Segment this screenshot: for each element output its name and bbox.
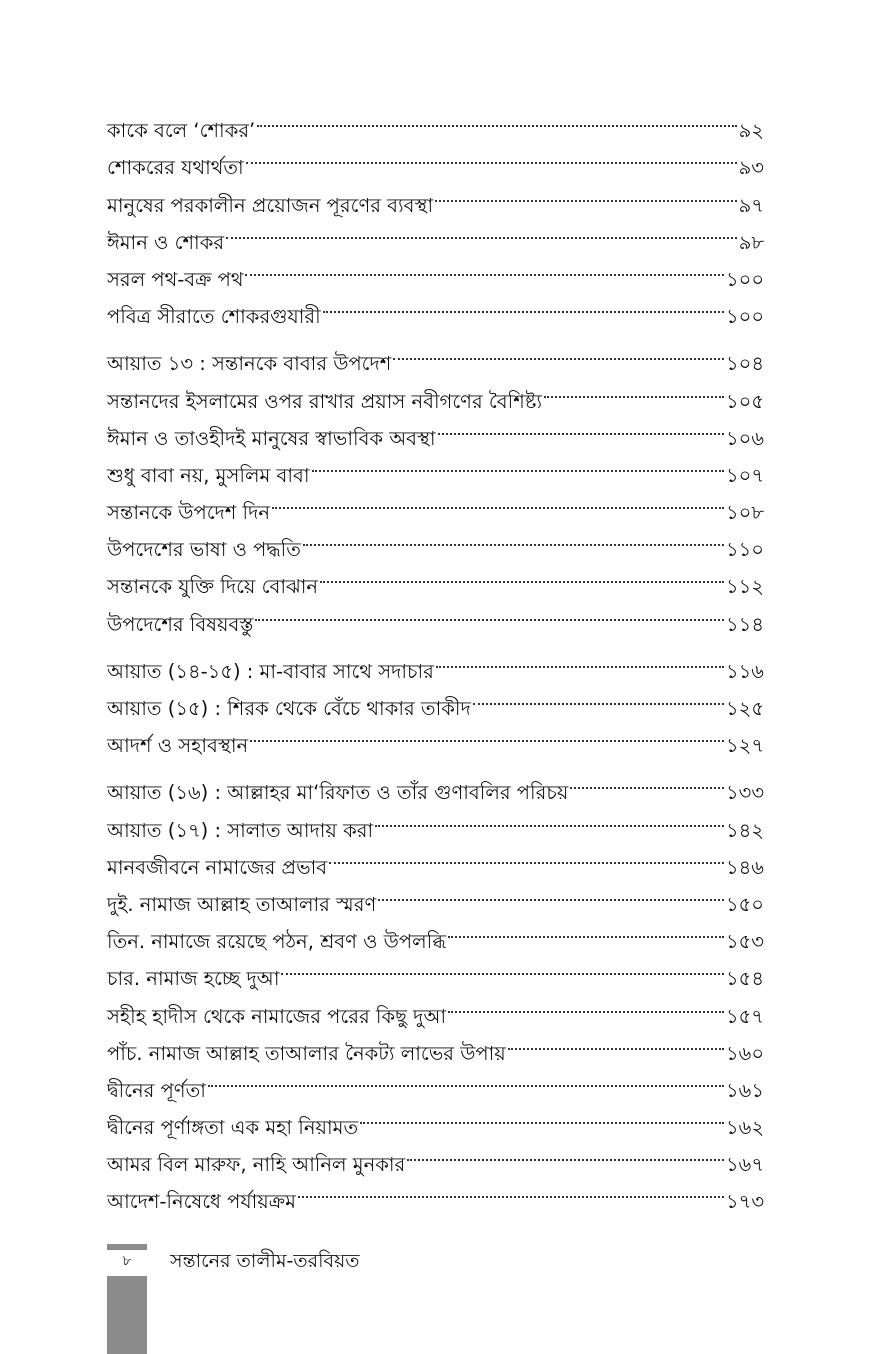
toc-dot-leader <box>246 137 737 174</box>
toc-entry <box>107 762 764 805</box>
toc-dot-leader <box>508 1023 724 1060</box>
toc-entry-page: ১০৪ <box>726 352 764 376</box>
footer-edge-tab <box>107 1276 147 1354</box>
toc-dot-leader <box>272 482 724 519</box>
toc-entry-title: কাকে বলে ‘শোকর’ <box>107 119 256 143</box>
toc-entry-title: দুই. নামাজ আল্লাহ তাআলার স্মরণ <box>107 892 377 916</box>
toc-entry-page: ১৭৩ <box>725 1190 764 1214</box>
toc-entry-title: তিন. নামাজে রয়েছে পঠন, শ্রবণ ও উপলব্ধি <box>107 930 447 954</box>
toc-entry-title: সহীহ হাদীস থেকে নামাজের পরের কিছু দুআ <box>107 1004 447 1028</box>
toc-entry-page: ১৫০ <box>726 892 764 916</box>
toc-entry-title: উপদেশের ভাষা ও পদ্ধতি <box>107 538 301 562</box>
toc-dot-leader <box>407 1134 724 1171</box>
toc-entry-page: ১৩৩ <box>725 781 764 805</box>
toc-entry <box>107 641 764 683</box>
table-of-contents <box>107 100 764 1218</box>
toc-entry-page: ১২৭ <box>725 734 764 758</box>
toc-entry-title: আয়াত (১৪-১৫) : মা-বাবার সাথে সদাচার <box>107 659 434 683</box>
toc-dot-leader <box>435 174 737 211</box>
toc-dot-leader <box>438 408 724 445</box>
toc-dot-leader <box>281 948 724 985</box>
toc-entry-page: ১০০ <box>725 305 764 329</box>
toc-entry-title: সন্তানদের ইসলামের ওপর রাখার প্রয়াস নবীগণের বৈশিষ্ট্য <box>107 389 543 413</box>
toc-entry-title: মানুষের পরকালীন প্রয়োজন পূরণের ব্যবস্থা <box>107 193 434 217</box>
toc-entry-page: ১৫৭ <box>726 1004 764 1028</box>
toc-dot-leader <box>393 333 724 370</box>
toc-entry-title: আদেশ-নিষেধে পর্যায়ক্রম <box>107 1190 296 1214</box>
footer-book-title: সন্তানের তালীম-তরবিয়ত <box>170 1250 360 1272</box>
toc-entry-title: আদর্শ ও সহাবস্থান <box>107 734 249 758</box>
toc-group <box>107 641 764 758</box>
toc-dot-leader <box>257 100 736 137</box>
toc-entry-title: চার. নামাজ হচ্ছে দুআ <box>107 967 280 991</box>
toc-entry-page: ১১৪ <box>726 612 764 636</box>
toc-group <box>107 762 764 1214</box>
toc-entry-page: ৯২ <box>738 119 764 143</box>
toc-entry-page: ১২৫ <box>726 697 764 720</box>
toc-entry-page: ১৬২ <box>725 1116 764 1140</box>
toc-group <box>107 100 764 329</box>
toc-entry-page: ৯৮ <box>738 230 764 254</box>
toc-dot-leader <box>448 985 724 1022</box>
toc-entry-title: দ্বীনের পূর্ণাঙ্গতা এক মহা নিয়ামত <box>107 1116 359 1140</box>
toc-dot-leader <box>570 762 724 799</box>
toc-entry-title: আয়াত (১৭) : সালাত আদায় করা <box>107 818 374 842</box>
toc-dot-leader <box>375 799 724 836</box>
toc-entry-page: ১৬৭ <box>725 1153 764 1177</box>
toc-entry-page: ১১০ <box>726 538 764 562</box>
toc-entry-title: শুধু বাবা নয়, মুসলিম বাবা <box>107 463 310 487</box>
toc-entry-page: ১৫৩ <box>726 930 764 954</box>
toc-entry-page: ১৪৬ <box>726 855 764 879</box>
toc-entry-page: ১০৫ <box>726 389 764 413</box>
toc-entry-title: মানবজীবনে নামাজের প্রভাব <box>107 855 328 879</box>
toc-entry-page: ১০৬ <box>725 426 764 450</box>
toc-entry-title: শোকরের যথার্থতা <box>107 156 244 180</box>
toc-entry-title: উপদেশের বিষয়বস্তু <box>107 612 254 636</box>
toc-dot-leader <box>245 249 724 286</box>
toc-entry-page: ৯৩ <box>738 156 764 180</box>
toc-entry-page: ১১৬ <box>726 659 764 683</box>
toc-dot-leader <box>360 1097 724 1134</box>
toc-entry-title: দ্বীনের পূর্ণতা <box>107 1078 206 1102</box>
toc-entry <box>107 333 764 376</box>
toc-entry-page: ৯৭ <box>738 193 764 217</box>
toc-dot-leader <box>250 715 724 752</box>
toc-dot-leader <box>303 519 724 556</box>
toc-entry-title: আয়াত (১৬) : আল্লাহর মা‘রিফাত ও তাঁর গুণাবলির পরিচয় <box>107 781 569 805</box>
toc-entry-page: ১৪২ <box>726 818 764 842</box>
toc-entry-page: ১০৭ <box>725 463 764 487</box>
toc-dot-leader <box>544 370 724 407</box>
toc-dot-leader <box>312 445 724 482</box>
toc-dot-leader <box>378 874 724 911</box>
toc-group <box>107 333 764 636</box>
toc-entry-title: পবিত্র সীরাতে শোকরগুযারী <box>107 305 321 329</box>
toc-entry-page: ১৬১ <box>726 1078 764 1102</box>
toc-dot-leader <box>323 286 724 323</box>
toc-entry-title: আয়াত (১৫) : শিরক থেকে বেঁচে থাকার তাকীদ <box>107 697 471 720</box>
toc-entry-title: সন্তানকে উপদেশ দিন <box>107 501 270 525</box>
toc-entry-title: আমর বিল মারুফ, নাহি আনিল মুনকার <box>107 1153 406 1177</box>
toc-entry-page: ১০৮ <box>726 501 764 525</box>
toc-entry-title: ঈমান ও শোকর <box>107 230 225 254</box>
toc-entry-title: ঈমান ও তাওহীদই মানুষের স্বাভাবিক অবস্থা <box>107 426 436 450</box>
toc-entry-title: আয়াত ১৩ : সন্তানকে বাবার উপদেশ <box>107 352 392 376</box>
toc-dot-leader <box>298 1171 724 1208</box>
footer-page-number: ৮ <box>122 1253 132 1269</box>
toc-dot-leader <box>473 678 724 715</box>
toc-dot-leader <box>226 212 737 249</box>
toc-entry-page: ১০০ <box>725 267 764 291</box>
toc-dot-leader <box>208 1060 724 1097</box>
toc-entry-page: ১১২ <box>726 575 764 599</box>
toc-entry <box>107 100 764 143</box>
toc-dot-leader <box>436 641 724 678</box>
toc-entry-title: সরল পথ-বক্র পথ <box>107 267 244 291</box>
toc-entry-title: সন্তানকে যুক্তি দিয়ে বোঝান <box>107 575 319 599</box>
toc-entry-title: পাঁচ. নামাজ আল্লাহ তাআলার নৈকট্য লাভের উপায় <box>107 1041 506 1065</box>
toc-dot-leader <box>255 593 724 630</box>
toc-dot-leader <box>320 556 724 593</box>
page-footer <box>107 1244 764 1354</box>
toc-entry-page: ১৫৪ <box>726 967 764 991</box>
toc-dot-leader <box>448 911 724 948</box>
toc-dot-leader <box>329 837 724 874</box>
toc-entry-page: ১৬০ <box>725 1041 764 1065</box>
